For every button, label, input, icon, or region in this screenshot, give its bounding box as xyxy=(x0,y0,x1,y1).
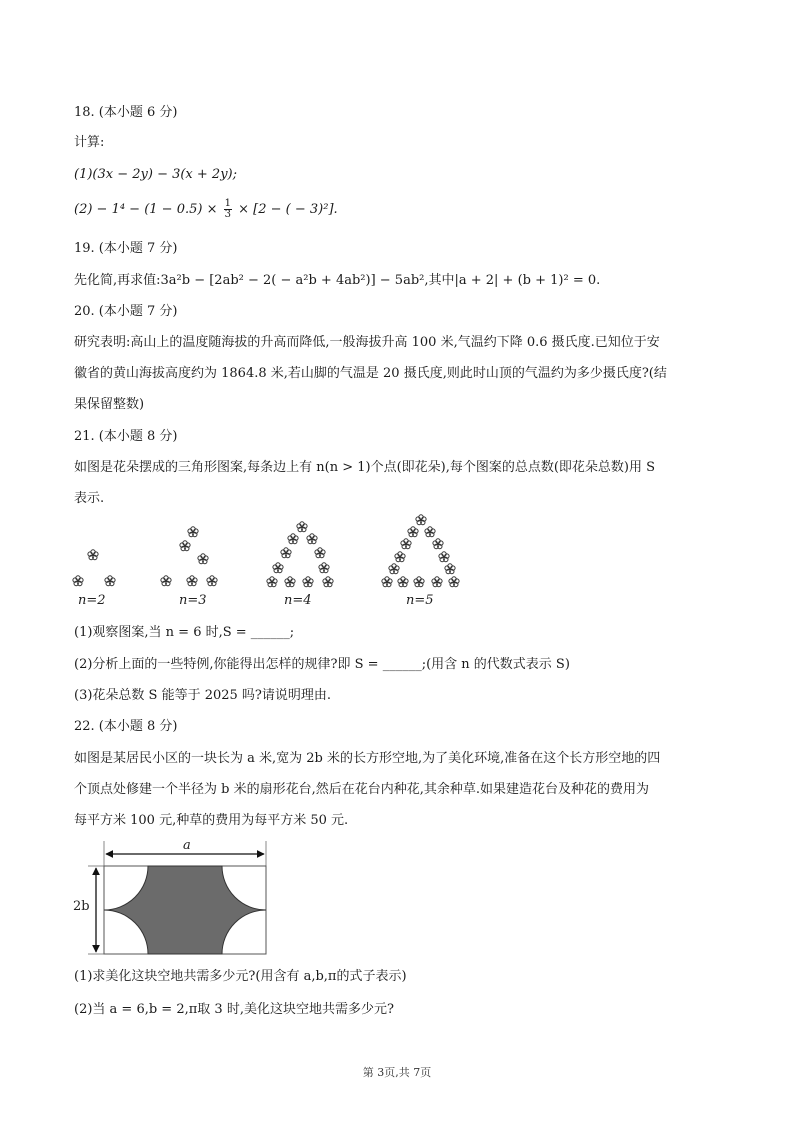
problem-20-line-2: 徽省的黄山海拔高度约为 1864.8 米,若山脚的气温是 20 摄氏度,则此时山顶的气温约为多少摄氏度?(结 xyxy=(74,366,667,381)
problem-21-line-1: 如图是花朵摆成的三角形图案,每条边上有 n(n > 1)个点(即花朵),每个图案的总点数(即花朵总数)用 S xyxy=(74,460,656,475)
rectangle-flowerbed-figure xyxy=(70,838,290,960)
part-2-suffix: × [2 − ( − 3)²]. xyxy=(234,202,338,217)
problem-21-question-2: (2)分析上面的一些特例,你能得出怎样的规律?即 S = ______;(用含 n 的代数式表示 S) xyxy=(74,657,570,672)
problem-18-intro: 计算: xyxy=(74,135,105,150)
problem-21-question-1: (1)观察图案,当 n = 6 时,S = ______; xyxy=(74,625,295,640)
problem-19-text: 先化简,再求值:3a²b − [2ab² − 2( − a²b + 4ab²)] − 5ab²,其中|a + 2| + (b + 1)² = 0. xyxy=(74,273,601,288)
pattern-n2 xyxy=(73,550,115,586)
problem-21-question-3: (3)花朵总数 S 能等于 2025 吗?请说明理由. xyxy=(74,688,332,703)
problem-18-header: 18. (本小题 6 分) xyxy=(74,105,178,120)
pattern-n3 xyxy=(161,527,217,586)
label-n3: n=3 xyxy=(179,593,207,608)
part-2-prefix: (2) − 1⁴ − (1 − 0.5) × xyxy=(74,202,222,217)
pattern-n5 xyxy=(382,515,459,587)
page-footer: 第 3页,共 7页 xyxy=(362,1066,432,1079)
fraction-denominator: 3 xyxy=(224,209,231,220)
fraction-one-third xyxy=(224,199,232,220)
pattern-n4 xyxy=(267,522,333,587)
problem-21-header: 21. (本小题 8 分) xyxy=(74,429,178,444)
problem-22-question-2: (2)当 a = 6,b = 2,π取 3 时,美化这块空地共需多少元? xyxy=(74,1002,394,1017)
label-n2: n=2 xyxy=(78,593,106,608)
problem-20-line-3: 果保留整数) xyxy=(74,397,145,412)
problem-18-part-1: (1)(3x − 2y) − 3(x + 2y); xyxy=(74,167,237,182)
label-n4: n=4 xyxy=(284,593,312,608)
problem-22-line-2: 个顶点处修建一个半径为 b 米的扇形花台,然后在花台内种花,其余种草.如果建造花台及种花的费用为 xyxy=(74,782,649,797)
problem-20-header: 20. (本小题 7 分) xyxy=(74,304,178,319)
problem-21-line-2: 表示. xyxy=(74,491,105,506)
fraction-numerator: 1 xyxy=(224,198,231,209)
problem-19-header: 19. (本小题 7 分) xyxy=(74,241,178,256)
label-a: a xyxy=(183,838,191,853)
problem-22-question-1: (1)求美化这块空地共需多少元?(用含有 a,b,π的式子表示) xyxy=(74,969,407,984)
flower-triangle-figure xyxy=(60,512,480,597)
problem-22-line-1: 如图是某居民小区的一块长为 a 米,宽为 2b 米的长方形空地,为了美化环境,准备在这个长方形空地的四 xyxy=(74,751,661,766)
problem-22-header: 22. (本小题 8 分) xyxy=(74,719,178,734)
problem-22-line-3: 每平方米 100 元,种草的费用为每平方米 50 元. xyxy=(74,813,349,828)
problem-18-part-2 xyxy=(74,199,338,220)
label-n5: n=5 xyxy=(406,593,434,608)
problem-20-line-1: 研究表明:高山上的温度随海拔的升高而降低,一般海拔升高 100 米,气温约下降 0.6 摄氏度.已知位于安 xyxy=(74,335,660,350)
label-2b: 2b xyxy=(73,899,90,914)
